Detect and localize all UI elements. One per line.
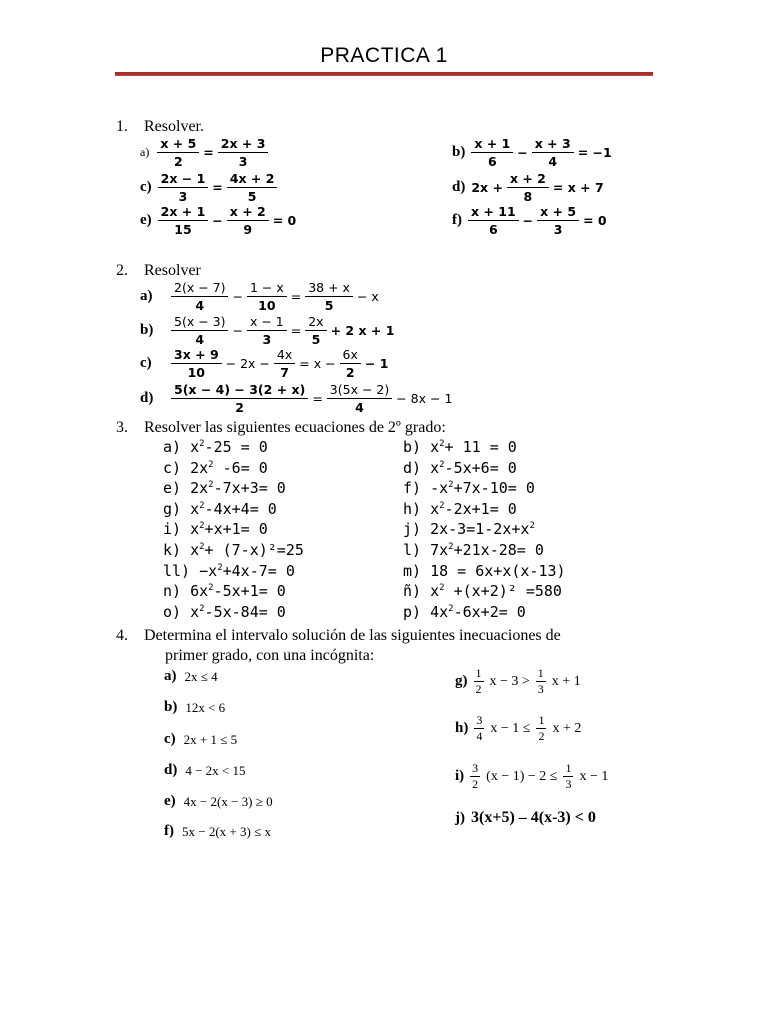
exercise-1c: c) $\frac{2x - 1}{3}$ = $\frac{4x + 2}{5}$ [140, 171, 277, 204]
fraction: $\frac{2x - 1}{3}$ [158, 171, 209, 204]
quadratic-equation: j) $2x-3=1-2x+x^2$ [403, 520, 535, 539]
quadratic-equation: l) $7x^2+21x-28= 0$ [403, 540, 544, 559]
inequality-d [164, 762, 246, 779]
quadratic-equation: g) $x^2-4x+4= 0$ [163, 499, 277, 518]
item-label: a) [164, 668, 177, 684]
quadratic-equation: n) $6x^2-5x+1= 0$ [163, 582, 286, 601]
item-label: a) [140, 288, 153, 304]
inequality-expr: 2x ≤ 4 [184, 668, 218, 684]
fraction: $\frac{5(x - 3)}{4}$ [171, 314, 228, 347]
quadratic-equation: f) $-x^2+7x-10= 0$ [403, 479, 535, 498]
exercise-1d: d) 2x + $\frac{x + 2}{8}$ = x + 7 [452, 171, 604, 204]
fraction: $\frac{x + 5}{3}$ [537, 204, 579, 237]
fraction: $\frac{x + 3}{4}$ [532, 136, 574, 169]
quadratic-equation: c) $2x^2$ -6= 0 [163, 458, 268, 477]
section-title: Resolver [144, 262, 201, 279]
inequality-expr: 4 − 2x < 15 [185, 762, 246, 778]
section-number: 3. [116, 419, 128, 436]
fraction: $\frac{3}{2}$ [472, 761, 479, 791]
item-label: d) [164, 762, 178, 778]
exercise-1f: f) $\frac{x + 11}{6}$ − $\frac{x + 5}{3}$ = 0 [452, 204, 607, 237]
quadratic-equation: i) $x^2+x+1= 0$ [163, 520, 268, 539]
section-title: Resolver las siguientes ecuaciones de 2º grado: [144, 419, 446, 436]
section-1-heading [116, 118, 204, 136]
item-label: g) [455, 673, 468, 689]
exercise-1a: a) $\frac{x + 5}{2}$ = $\frac{2x + 3}{3}$ [140, 136, 268, 169]
fraction: $\frac{2x}{5}$ [305, 314, 326, 347]
fraction: $\frac{x + 1}{6}$ [471, 136, 513, 169]
inequality-a [164, 668, 218, 685]
section-4-heading [116, 627, 561, 645]
quadratic-equation: k) $x^2+ (7-x)^2=25$ [163, 540, 304, 559]
inequality-e [164, 793, 273, 810]
inequality-expr: 12x < 6 [185, 699, 226, 715]
fraction: $\frac{4x}{7}$ [274, 347, 295, 380]
item-label: a) [140, 145, 150, 159]
quadratic-equation: a) $x^2-25 = 0$ [163, 438, 268, 456]
section-4-heading-cont: primer grado, con una incógnita: [165, 647, 375, 664]
inequality-expr: 5x − 2(x + 3) ≤ x [182, 823, 271, 839]
section-title: Determina el intervalo solución de las siguientes inecuaciones de [144, 627, 561, 644]
fraction: $\frac{x + 5}{2}$ [157, 136, 199, 169]
inequality-f [164, 823, 271, 840]
quadratic-equation: $ll) -x^2+4x-7= 0$ [163, 561, 295, 580]
exercise-1b: b) $\frac{x + 1}{6}$ − $\frac{x + 3}{4}$ = −1 [452, 136, 612, 169]
inequality-i: i) $\frac{3}{2}$ (x − 1) − 2 ≤ $\frac{1}{3}$ x − 1 [455, 761, 609, 791]
fraction: $\frac{x + 2}{9}$ [227, 204, 269, 237]
section-2-heading [116, 262, 201, 280]
item-label: c) [164, 731, 176, 747]
item-label: b) [452, 144, 466, 160]
quadratic-equation: b) $x^2+ 11 = 0$ [403, 438, 517, 456]
quadratic-equation: e) $2x^2-7x+3= 0$ [163, 479, 286, 498]
item-label: e) [140, 212, 152, 228]
section-number: 4. [116, 627, 128, 644]
fraction: $\frac{3(5x - 2)}{4}$ [327, 382, 392, 415]
fraction: $\frac{x + 2}{8}$ [507, 171, 549, 204]
fraction: $\frac{x - 1}{3}$ [247, 314, 287, 347]
exercise-2c: c) $\frac{3x + 9}{10}$ − 2x − $\frac{4x}{7}$ = x − $\frac{6x}{2}$ − 1 [140, 347, 389, 380]
inequality-b [164, 699, 225, 716]
inequality-expr: 3(x+5) – 4(x-3) < 0 [471, 809, 596, 826]
item-label: c) [140, 179, 152, 195]
fraction: $\frac{x + 11}{6}$ [468, 204, 519, 237]
quadratic-list-right [403, 438, 566, 623]
item-label: f) [164, 823, 174, 839]
exercise-2d: d) $\frac{5(x - 4) - 3(2 + x)}{2}$ = $\frac{3(5x - 2)}{4}$ − 8x − 1 [140, 382, 453, 415]
item-label: j) [455, 809, 465, 826]
item-label: b) [164, 699, 178, 715]
fraction: $\frac{2x + 1}{15}$ [158, 204, 209, 237]
quadratic-equation: d) $x^2-5x+6= 0$ [403, 458, 517, 477]
exercise-2b: b) $\frac{5(x - 3)}{4}$ − $\frac{x - 1}{3}$ = $\frac{2x}{5}$ + 2 x + 1 [140, 314, 395, 347]
quadratic-list-left [163, 438, 304, 623]
inequality-c [164, 731, 237, 748]
section-title: Resolver. [144, 118, 204, 135]
item-label: d) [452, 179, 466, 195]
section-number: 1. [116, 118, 128, 135]
fraction: $\frac{1}{2}$ [475, 666, 482, 696]
section-number: 2. [116, 262, 128, 279]
inequality-expr: 4x − 2(x − 3) ≥ 0 [183, 793, 273, 809]
item-label: f) [452, 212, 462, 228]
fraction: $\frac{3}{4}$ [476, 713, 483, 743]
fraction: $\frac{2(x - 7)}{4}$ [171, 280, 228, 313]
inequality-expr: 2x + 1 ≤ 5 [183, 731, 238, 747]
fraction: $\frac{6x}{2}$ [340, 347, 361, 380]
fraction: $\frac{3x + 9}{10}$ [171, 347, 222, 380]
item-label: b) [140, 322, 154, 338]
fraction: $\frac{1}{2}$ [538, 713, 545, 743]
fraction: $\frac{1 - x}{10}$ [247, 280, 287, 313]
inequality-h: h) $\frac{3}{4}$ x − 1 ≤ $\frac{1}{2}$ x + 2 [455, 713, 582, 743]
inequality-j [455, 809, 596, 827]
quadratic-equation: m) 18 = 6x+x(x-13) [403, 561, 566, 580]
fraction: $\frac{2x + 3}{3}$ [218, 136, 269, 169]
section-3-heading [116, 419, 446, 437]
item-label: c) [140, 355, 152, 371]
quadratic-equation: p) $4x^2-6x+2= 0$ [403, 602, 526, 621]
fraction: $\frac{4x + 2}{5}$ [227, 171, 278, 204]
item-label: e) [164, 793, 176, 809]
exercise-1e: e) $\frac{2x + 1}{15}$ − $\frac{x + 2}{9}$ = 0 [140, 204, 297, 237]
exercise-2a: a) $\frac{2(x - 7)}{4}$ − $\frac{1 - x}{10}$ = $\frac{38 + x}{5}$ − x [140, 280, 379, 313]
quadratic-equation: ñ) $x^2 +(x+2)^2 =580$ [403, 582, 562, 601]
fraction: $\frac{1}{3}$ [537, 666, 544, 696]
fraction: $\frac{38 + x}{5}$ [305, 280, 353, 313]
quadratic-equation: o) $x^2-5x-84= 0$ [163, 602, 286, 621]
item-label: h) [455, 720, 469, 736]
title-underline [115, 72, 653, 76]
inequality-g: g) $\frac{1}{2}$ x − 3 > $\frac{1}{3}$ x + 1 [455, 666, 581, 696]
page-title: PRACTICA 1 [320, 44, 448, 67]
fraction: $\frac{1}{3}$ [565, 761, 572, 791]
quadratic-equation: h) $x^2-2x+1= 0$ [403, 499, 517, 518]
item-label: i) [455, 768, 465, 784]
item-label: d) [140, 390, 154, 406]
fraction: $\frac{5(x - 4) - 3(2 + x)}{2}$ [171, 382, 308, 415]
